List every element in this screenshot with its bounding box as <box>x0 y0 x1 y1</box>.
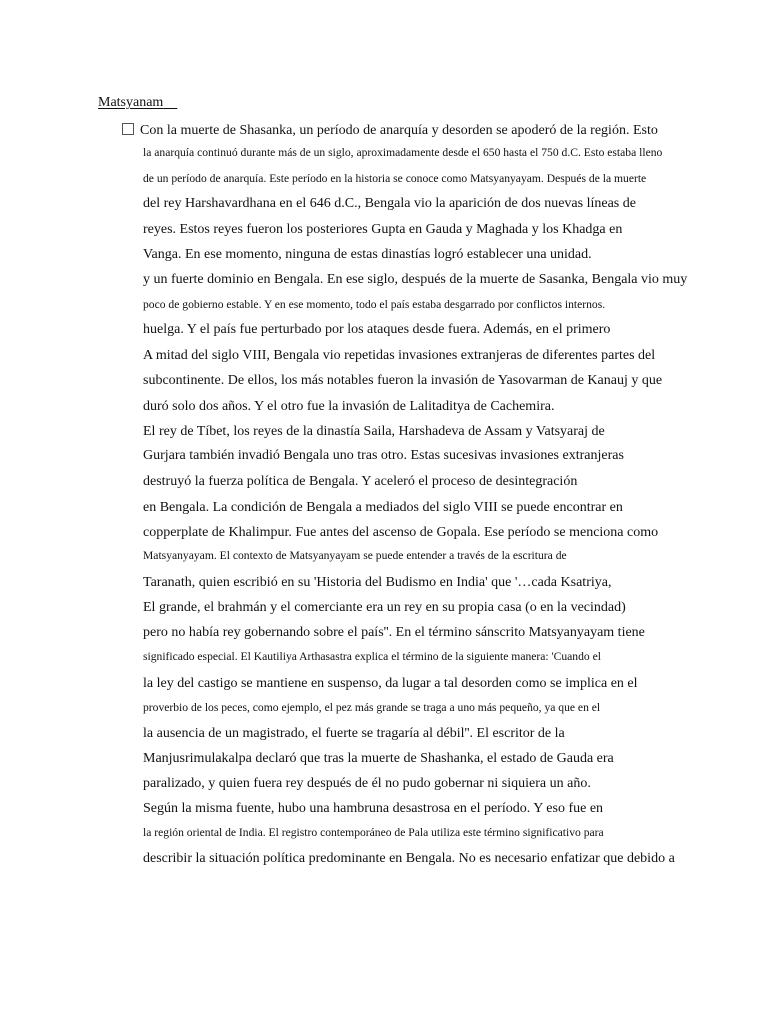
paragraph-line: Vanga. En ese momento, ninguna de estas dinastías logró establecer una unidad. <box>143 247 592 262</box>
paragraph-line: Manjusrimulakalpa declaró que tras la muerte de Shashanka, el estado de Gauda era <box>143 751 614 766</box>
paragraph-line: reyes. Estos reyes fueron los posteriores Gupta en Gauda y Maghada y los Khadga en <box>143 222 623 237</box>
document-title-text: Matsyanam <box>98 95 164 110</box>
paragraph-line: subcontinente. De ellos, los más notables fueron la invasión de Yasovarman de Kanauj y que <box>143 373 663 388</box>
paragraph-line: la ley del castigo se mantiene en suspenso, da lugar a tal desorden como se implica en el <box>143 676 638 691</box>
document-title-trail <box>163 95 177 110</box>
paragraph-line: de un período de anarquía. Este período en la historia se conoce como Matsyanyayam. Después de la muerte <box>143 172 647 185</box>
paragraph-line: El grande, el brahmán y el comerciante era un rey en su propia casa (o en la vecindad) <box>143 600 626 615</box>
paragraph-line: duró solo dos años. Y el otro fue la invasión de Lalitaditya de Cachemira. <box>143 399 555 414</box>
paragraph-line: El rey de Tíbet, los reyes de la dinastía Saila, Harshadeva de Assam y Vatsyaraj de <box>143 424 605 439</box>
paragraph-line: poco de gobierno estable. Y en ese momento, todo el país estaba desgarrado por conflictos internos. <box>143 298 606 311</box>
paragraph-line: del rey Harshavardhana en el 646 d.C., Bengala vio la aparición de dos nuevas líneas de <box>143 196 636 211</box>
paragraph-line: pero no había rey gobernando sobre el país''. En el término sánscrito Matsyanyayam tiene <box>143 625 645 640</box>
paragraph-line: describir la situación política predominante en Bengala. No es necesario enfatizar que debido a <box>143 851 675 866</box>
bullet-box-icon <box>122 123 134 135</box>
document-title <box>98 95 177 111</box>
paragraph-line: huelga. Y el país fue perturbado por los ataques desde fuera. Además, en el primero <box>143 322 611 337</box>
paragraph-line: Taranath, quien escribió en su 'Historia del Budismo en India' que '…cada Ksatriya, <box>143 575 612 590</box>
paragraph-line: proverbio de los peces, como ejemplo, el pez más grande se traga a uno más pequeño, ya que en el <box>143 701 601 714</box>
paragraph-line: significado especial. El Kautiliya Arthasastra explica el término de la siguiente manera: 'Cuando el <box>143 650 601 663</box>
paragraph-line: Según la misma fuente, hubo una hambruna desastrosa en el período. Y eso fue en <box>143 801 604 816</box>
paragraph-line: la anarquía continuó durante más de un siglo, aproximadamente desde el 650 hasta el 750 d.C. Esto estaba lleno <box>143 146 663 159</box>
paragraph-line: la ausencia de un magistrado, el fuerte se tragaría al débil''. El escritor de la <box>143 726 565 741</box>
paragraph-line: copperplate de Khalimpur. Fue antes del ascenso de Gopala. Ese período se menciona como <box>143 525 659 540</box>
paragraph-line: A mitad del siglo VIII, Bengala vio repetidas invasiones extranjeras de diferentes partes del <box>143 348 656 363</box>
paragraph-line: y un fuerte dominio en Bengala. En ese siglo, después de la muerte de Sasanka, Bengala vio muy <box>143 272 688 287</box>
paragraph-line: Con la muerte de Shasanka, un período de anarquía y desorden se apoderó de la región. Esto <box>122 123 658 138</box>
paragraph-line: Gurjara también invadió Bengala uno tras otro. Estas sucesivas invasiones extranjeras <box>143 448 624 463</box>
paragraph-line: paralizado, y quien fuera rey después de él no pudo gobernar ni siquiera un año. <box>143 776 591 791</box>
paragraph-line: Matsyanyayam. El contexto de Matsyanyayam se puede entender a través de la escritura de <box>143 549 567 562</box>
paragraph-line: destruyó la fuerza política de Bengala. Y aceleró el proceso de desintegración <box>143 474 578 489</box>
paragraph-line: la región oriental de India. El registro contemporáneo de Pala utiliza este término significativo para <box>143 826 604 839</box>
paragraph-line: en Bengala. La condición de Bengala a mediados del siglo VIII se puede encontrar en <box>143 500 623 515</box>
